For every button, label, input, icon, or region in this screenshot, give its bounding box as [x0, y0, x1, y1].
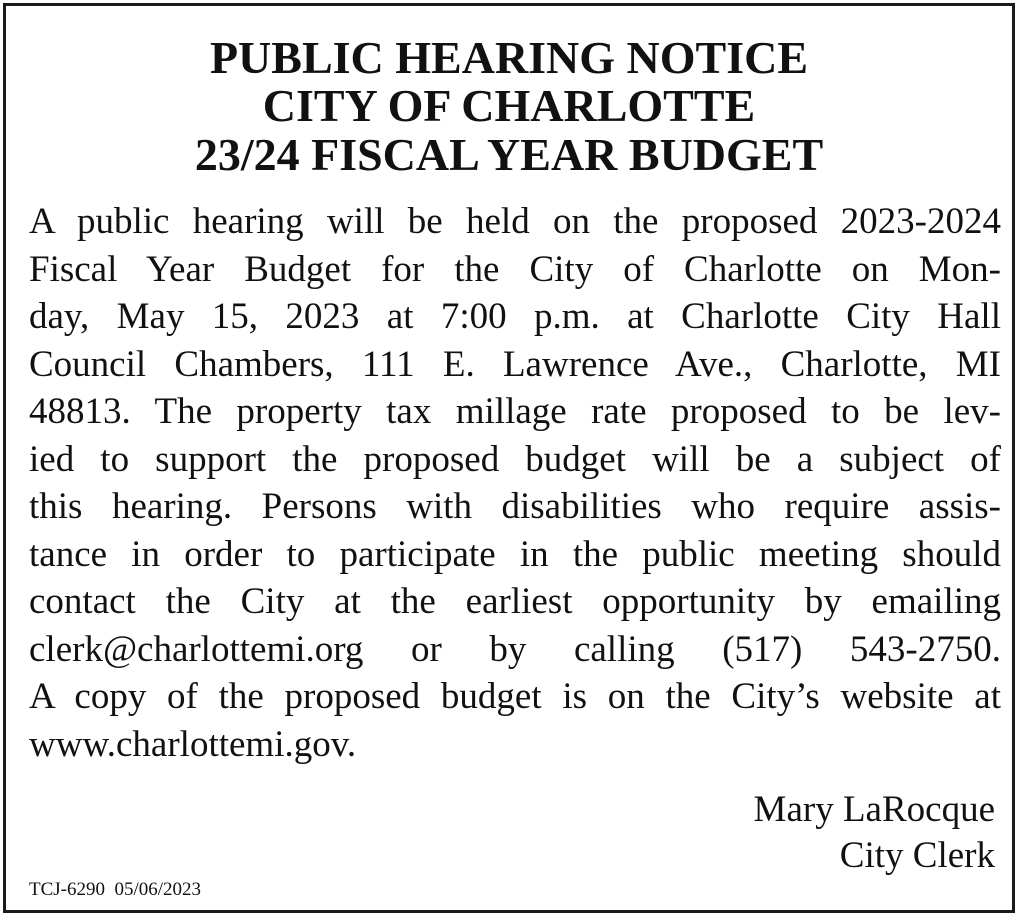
body-line: A copy of the proposed budget is on the City’s website at: [29, 676, 1001, 717]
body-line: www.charlottemi.gov.: [29, 723, 357, 765]
signature-title: City Clerk: [839, 835, 995, 876]
notice-reference-code: TCJ-6290 05/06/2023: [29, 879, 202, 900]
signature-name: Mary LaRocque: [753, 789, 995, 830]
body-line: A public hearing will be held on the proposed 2023-2024: [29, 201, 1001, 242]
body-line: contact the City at the earliest opportunity by emailing: [29, 581, 1001, 622]
notice-title-line-2: CITY OF CHARLOTTE: [262, 80, 756, 131]
public-hearing-notice: [3, 3, 1015, 913]
body-line: Council Chambers, 111 E. Lawrence Ave., Charlotte, MI: [29, 343, 1001, 385]
body-line: tance in order to participate in the public meeting should: [29, 533, 1001, 575]
notice-title-line-1: PUBLIC HEARING NOTICE: [209, 32, 809, 83]
body-line: 48813. The property tax millage rate proposed to be lev-: [29, 391, 1001, 432]
body-line: day, May 15, 2023 at 7:00 p.m. at Charlotte City Hall: [29, 296, 1001, 337]
body-line: this hearing. Persons with disabilities who require assis-: [29, 486, 1001, 527]
notice-body: [29, 198, 1001, 768]
notice-title-line-3: 23/24 FISCAL YEAR BUDGET: [194, 129, 824, 180]
body-line: ied to support the proposed budget will be a subject of: [29, 438, 1001, 480]
body-line: Fiscal Year Budget for the City of Charlotte on Mon-: [29, 248, 1001, 290]
body-line: clerk@charlottemi.org or by calling (517) 543-2750.: [29, 628, 1001, 670]
